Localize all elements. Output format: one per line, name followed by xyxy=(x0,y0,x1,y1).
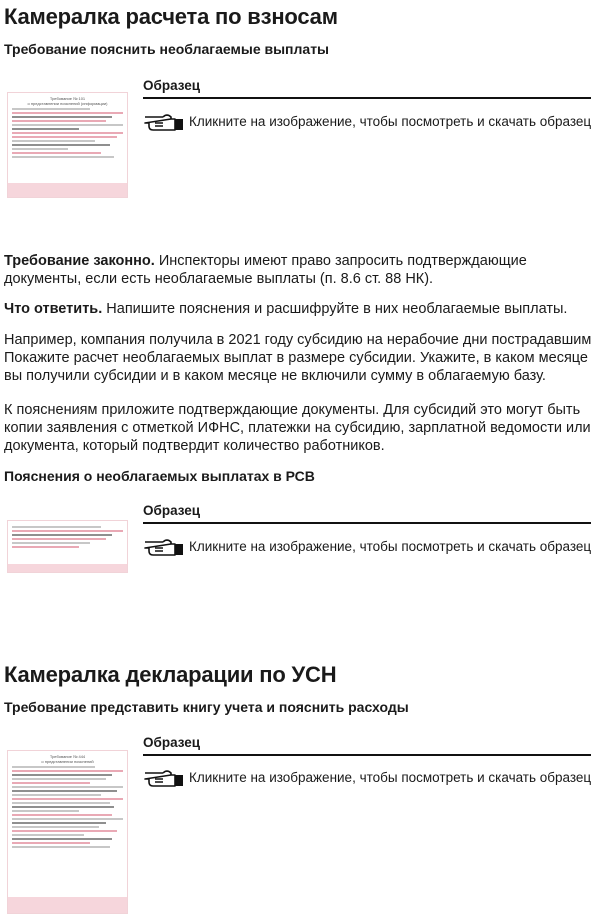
sample-hint-text-3: Кликните на изображение, чтобы посмотреть и скачать образец xyxy=(189,769,592,785)
section-subtitle-rsv: Пояснения о необлагаемых выплатах в РСВ xyxy=(4,468,315,484)
paragraph-example-line2: Покажите расчет необлагаемых выплат в размере субсидии. Укажите, в каком месяце xyxy=(4,350,589,366)
paragraph-attachments-line2: копии заявления с отметкой ИФНС, платежки на субсидию, зарплатной ведомости или xyxy=(4,420,591,436)
thumb-title-3b: о представлении пояснений xyxy=(41,759,94,764)
paragraph-legal xyxy=(4,252,527,288)
sample-hint-3[interactable] xyxy=(143,766,591,788)
sample-thumbnail-1[interactable] xyxy=(7,92,128,198)
section-subtitle-ledger: Требование представить книгу учета и пояснить расходы xyxy=(4,699,409,715)
paragraph-attachments-line3: документа, который подтвердит количество работников. xyxy=(4,438,385,454)
paragraph-answer-rest: Напишите пояснения и расшифруйте в них необлагаемые выплаты. xyxy=(102,301,568,317)
pointing-hand-icon xyxy=(143,535,185,557)
sample-label-1: Образец xyxy=(143,78,201,93)
sample-hint-text-1: Кликните на изображение, чтобы посмотреть и скачать образец xyxy=(189,113,592,129)
sample-hint-text-2: Кликните на изображение, чтобы посмотреть и скачать образец xyxy=(189,538,592,554)
paragraph-answer xyxy=(4,300,567,318)
paragraph-attachments-line1: К пояснениям приложите подтверждающие документы. Для субсидий это могут быть xyxy=(4,402,581,418)
sample-thumbnail-2[interactable] xyxy=(7,520,128,573)
pointing-hand-icon xyxy=(143,110,185,132)
paragraph-attachments xyxy=(4,401,591,455)
sample-hint-1[interactable] xyxy=(143,110,591,132)
sample-thumbnail-3[interactable] xyxy=(7,750,128,914)
paragraph-legal-line2: документы, если есть необлагаемые выплаты (п. 8.6 ст. 88 НК). xyxy=(4,271,434,287)
sample-label-3: Образец xyxy=(143,735,201,750)
paragraph-legal-bold: Требование законно. xyxy=(4,253,155,269)
paragraph-legal-line1: Инспекторы имеют право запросить подтверждающие xyxy=(154,253,527,269)
paragraph-example-line3: вы получили субсидии и в каком месяце не включили сумму в облагаемую базу. xyxy=(4,368,546,384)
paragraph-example-line1: Например, компания получила в 2021 году субсидию на нерабочие дни пострадавшим xyxy=(4,332,592,348)
thumb-title-1a: Требование № 101 xyxy=(49,96,86,101)
paragraph-example xyxy=(4,331,591,385)
sample-label-2: Образец xyxy=(143,503,201,518)
section-title-insurance: Камералка расчета по взносам xyxy=(4,4,338,29)
thumb-title-1b: о представлении пояснений (информации) xyxy=(27,101,108,106)
section-title-usn: Камералка декларации по УСН xyxy=(4,662,337,687)
sample-hint-2[interactable] xyxy=(143,535,591,557)
divider-3 xyxy=(143,754,591,756)
pointing-hand-icon xyxy=(143,766,185,788)
divider-2 xyxy=(143,522,591,524)
thumb-title-3a: Требование № 444 xyxy=(49,754,86,759)
divider-1 xyxy=(143,97,591,99)
paragraph-answer-bold: Что ответить. xyxy=(4,301,103,317)
section-subtitle-nontaxable: Требование пояснить необлагаемые выплаты xyxy=(4,41,330,57)
